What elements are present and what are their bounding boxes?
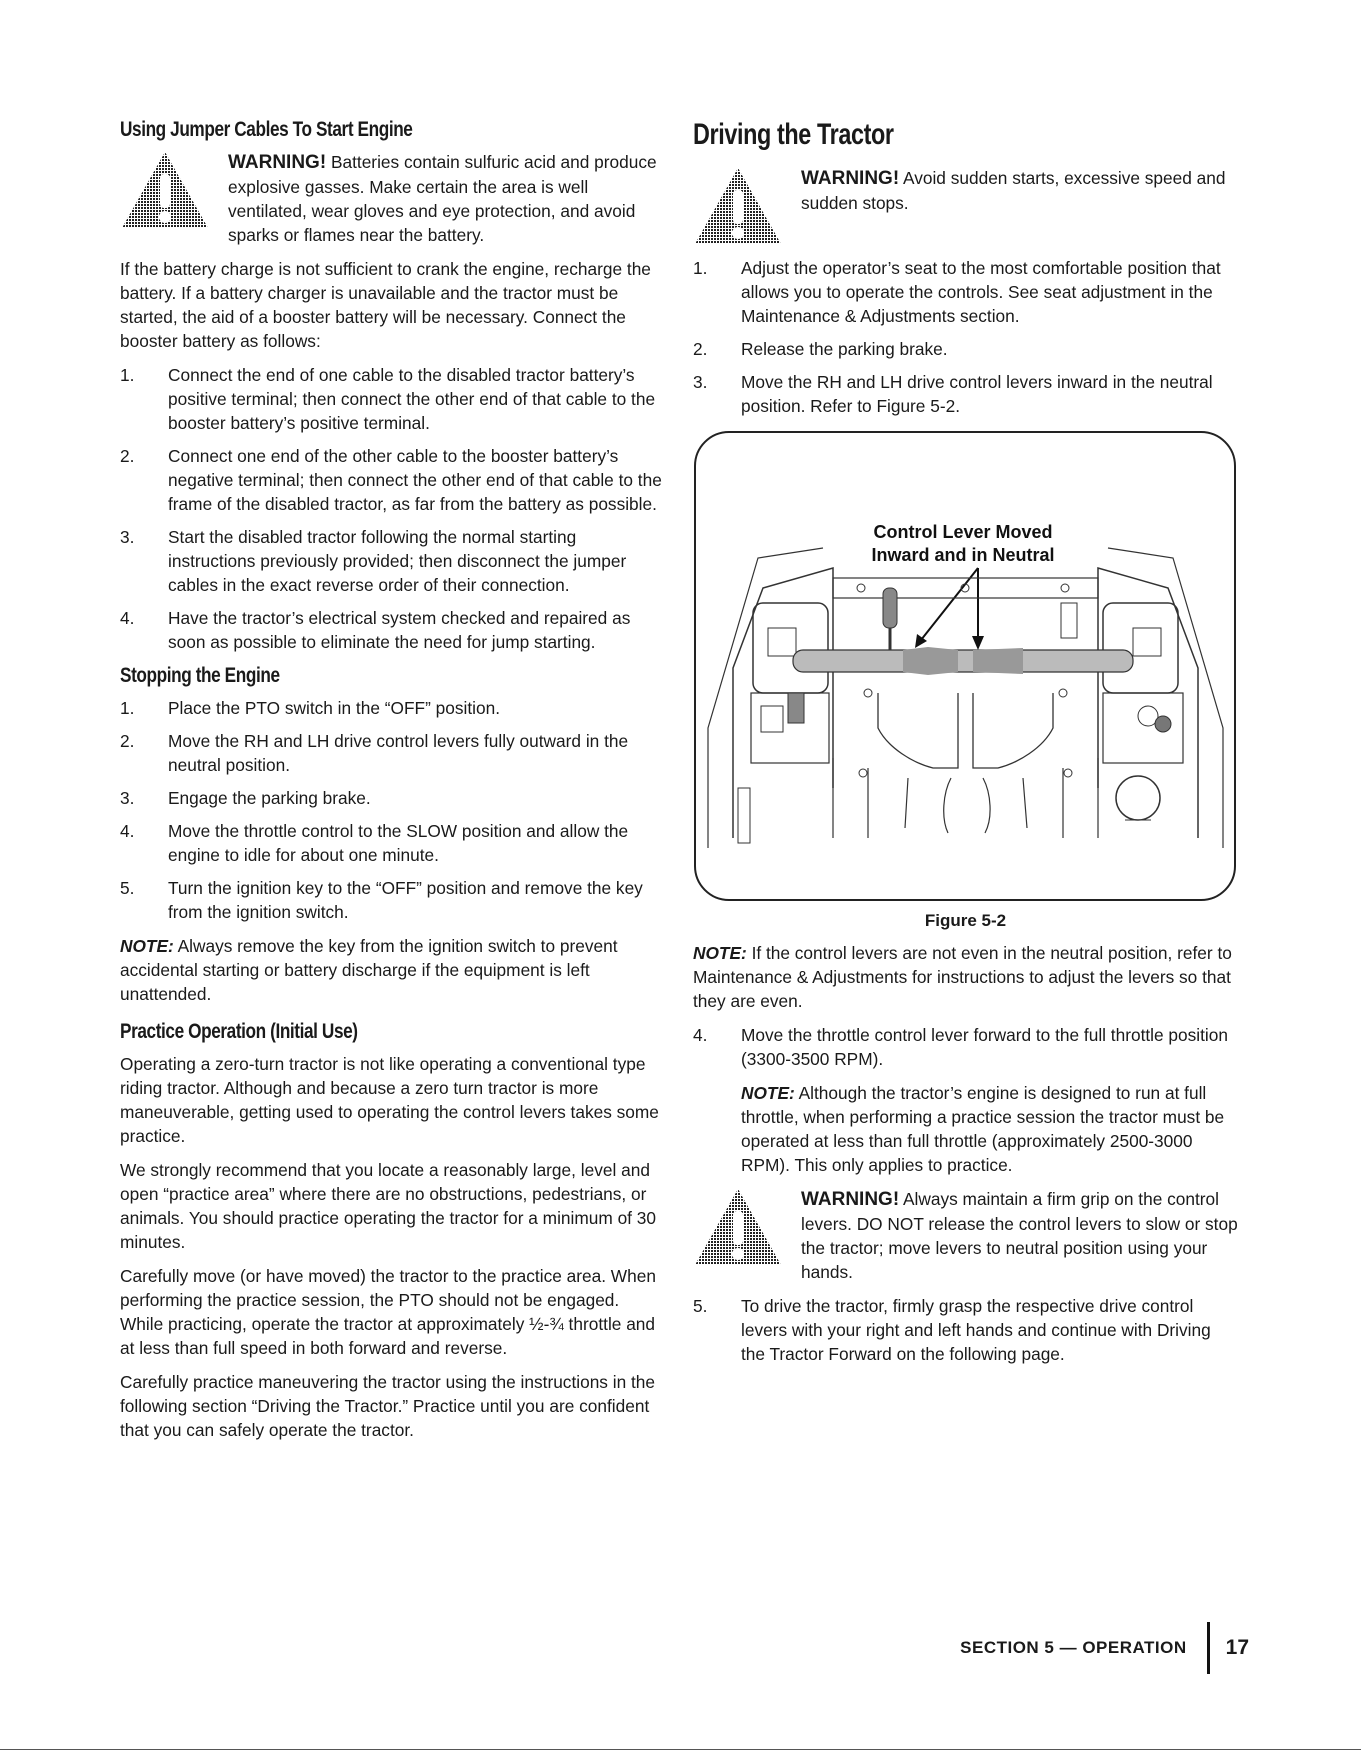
driving-step-4 (693, 1023, 1238, 1071)
figure-caption: Figure 5-2 (924, 911, 1007, 930)
practice-paragraph: We strongly recommend that you locate a reasonably large, level and open “practice area” where there are no obstructions, pedestrians, or animals. You should practice operating the tractor for a minimum of 30 minutes. (120, 1160, 657, 1252)
list-item: 2. Move the RH and LH drive control levers fully outward in the neutral position. (120, 731, 629, 775)
list-item: 1. Place the PTO switch in the “OFF” position. (120, 698, 500, 718)
figure-5-2 (693, 428, 1238, 903)
section-label: SECTION 5 — OPERATION (960, 1638, 1187, 1657)
bottom-rule (0, 1749, 1361, 1750)
practice-note: NOTE: Although the tractor’s engine is designed to run at full throttle, when performing a practice session the tractor must be operated at less than full throttle (approximately 2500-3000 RPM). This only applies to practice. (741, 1083, 1225, 1175)
figure-label-line1: Control Lever Moved (873, 522, 1053, 542)
list-item: 1. Adjust the operator’s seat to the most comfortable position that allows you to operate the controls. See seat adjustment in the Maintenance & Adjustments section. (693, 258, 1221, 326)
warning-text: Avoid sudden starts, excessive speed and sudden stops. (801, 168, 1226, 213)
left-column (120, 118, 665, 1452)
list-item: 5. Turn the ignition key to the “OFF” position and remove the key from the ignition switch. (120, 878, 643, 922)
practice-paragraph: Carefully move (or have moved) the tractor to the practice area. When performing the practice session, the PTO should not be engaged. While practicing, operate the tractor at approximately ½-¾ throttle and at less than full speed in both forward and reverse. (120, 1266, 656, 1358)
figure-label-line2: Inward and in Neutral (871, 545, 1055, 565)
page-number: 17 (1225, 1636, 1249, 1659)
warning-icon (120, 150, 210, 230)
list-item: 4. Move the throttle control to the SLOW position and allow the engine to idle for about one minute. (120, 821, 629, 865)
list-item: 5. To drive the tractor, firmly grasp the respective drive control levers with your right and left hands and continue with Driving the Tractor Forward on the following page. (693, 1296, 1211, 1364)
list-item: 3. Start the disabled tractor following the normal starting instructions previously provided; then disconnect the jumper cables in the exact reverse order of their connection. (120, 527, 627, 595)
jumper-warning (120, 150, 665, 247)
stopping-heading: Stopping the Engine (120, 664, 280, 687)
jumper-steps (120, 363, 665, 654)
driving-note: NOTE: If the control levers are not even in the neutral position, refer to Maintenance & Adjustments for instructions to adjust the levers so that they are even. (693, 943, 1232, 1011)
footer-divider (1207, 1622, 1210, 1674)
list-item: 4. Move the throttle control lever forward to the full throttle position (3300-3500 RPM). (693, 1025, 1228, 1069)
practice-heading: Practice Operation (Initial Use) (120, 1020, 358, 1043)
driving-steps (693, 256, 1238, 418)
driving-heading: Driving the Tractor (693, 118, 894, 151)
driving-step-5 (693, 1294, 1238, 1366)
grip-warning (693, 1187, 1238, 1284)
list-item: 2. Connect one end of the other cable to the booster battery’s negative terminal; then connect the other end of that cable to the frame of the disabled tractor, as far from the battery as possible. (120, 446, 662, 514)
list-item: 4. Have the tractor’s electrical system checked and repaired as soon as possible to eliminate the need for jump starting. (120, 608, 631, 652)
right-column (693, 118, 1238, 1376)
warning-text: Batteries contain sulfuric acid and produce explosive gasses. Make certain the area is well ventilated, wear gloves and eye protection, and avoid sparks or flames near the battery. (228, 152, 657, 245)
driving-warning (693, 166, 1238, 246)
jumper-heading: Using Jumper Cables To Start Engine (120, 118, 413, 141)
stopping-steps (120, 696, 665, 924)
warning-keyword: WARNING! (228, 152, 327, 173)
warning-icon (693, 1187, 783, 1267)
jumper-intro: If the battery charge is not sufficient to crank the engine, recharge the battery. If a battery charger is unavailable and the tractor must be started, the aid of a booster battery will be necessary. Connect the booster battery as follows: (120, 259, 651, 351)
tractor-control-diagram (693, 428, 1238, 903)
warning-icon (693, 166, 783, 246)
list-item: 1. Connect the end of one cable to the disabled tractor battery’s positive terminal; then connect the other end of that cable to the booster battery’s positive terminal. (120, 365, 656, 433)
list-item: 3. Engage the parking brake. (120, 788, 371, 808)
warning-keyword: WARNING! (801, 1189, 900, 1210)
practice-paragraph: Carefully practice maneuvering the tractor using the instructions in the following section “Driving the Tractor.” Practice until you are confident that you can safely operate the tractor. (120, 1372, 656, 1440)
list-item: 3. Move the RH and LH drive control levers inward in the neutral position. Refer to Figure 5-2. (693, 372, 1213, 416)
warning-keyword: WARNING! (801, 168, 900, 189)
warning-text: Always maintain a firm grip on the control levers. DO NOT release the control levers to slow or stop the tractor; move levers to neutral position using your hands. (801, 1189, 1238, 1282)
page-footer (960, 1622, 1249, 1674)
list-item: 2. Release the parking brake. (693, 339, 948, 359)
practice-paragraph: Operating a zero-turn tractor is not like operating a conventional type riding tractor. Although and because a zero turn tractor is more maneuverable, getting used to operating the control levers takes some practice. (120, 1054, 659, 1146)
stopping-note: NOTE: Always remove the key from the ignition switch to prevent accidental starting or battery discharge if the equipment is left unattended. (120, 936, 618, 1004)
